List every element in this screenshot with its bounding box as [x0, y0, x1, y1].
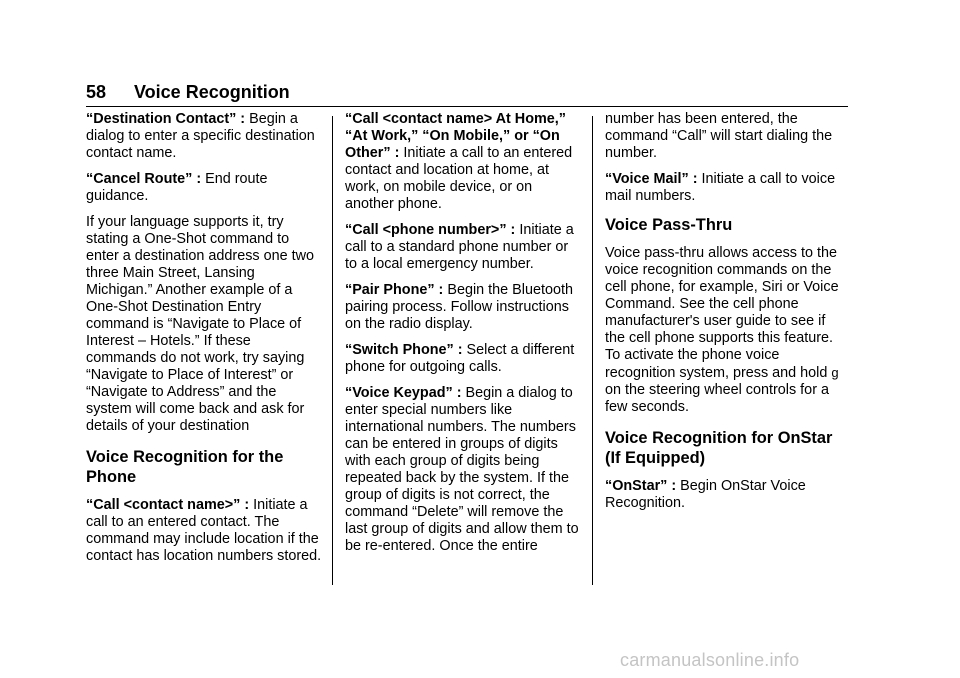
command-cancel-route	[86, 171, 322, 205]
pass-thru-text-end: on the steering wheel controls for a few seconds.	[605, 382, 829, 415]
command-term: “Destination Contact” :	[86, 111, 246, 127]
command-term: “Call <contact name> At Home,” “At Work,” “On Mobile,” or “On Other” :	[345, 111, 566, 161]
page-number: 58	[86, 82, 107, 102]
page-header	[86, 81, 848, 107]
voice-button-icon: g	[831, 365, 839, 380]
column-2	[345, 111, 581, 564]
column-1	[86, 111, 322, 574]
command-pair-phone	[345, 282, 581, 333]
section-title: Voice Recognition	[134, 82, 290, 102]
command-description: Begin OnStar Voice Recognition.	[605, 478, 806, 511]
keypad-continuation: number has been entered, the command “Call” will start dialing the number.	[605, 111, 833, 161]
command-description: Initiate a call to an entered contact and location at home, at work, on mobile device, or on another phone.	[345, 145, 573, 212]
command-description: End route guidance.	[86, 171, 268, 204]
command-description: Select a different phone for outgoing calls.	[345, 342, 575, 375]
command-switch-phone	[345, 342, 581, 376]
pass-thru-text: Voice pass-thru allows access to the voice recognition commands on the cell phone, for example, Siri or Voice Command. See the cell phone manufacturer's user guide to see if the cell phone supports this feature. To activate the phone voice recognition system, press and hold	[605, 245, 839, 381]
command-destination-contact	[86, 111, 322, 162]
column-3	[605, 111, 841, 521]
command-description: Initiate a call to a standard phone number or to a local emergency number.	[345, 222, 574, 272]
heading-phone: Voice Recognition for the Phone	[86, 448, 284, 486]
command-term: “Call <phone number>” :	[345, 222, 516, 238]
column-divider	[332, 116, 333, 585]
command-term: “Call <contact name>” :	[86, 497, 250, 513]
command-voice-mail	[605, 171, 841, 205]
command-description: Begin the Bluetooth pairing process. Follow instructions on the radio display.	[345, 282, 573, 332]
heading-voice-pass-thru: Voice Pass-Thru	[605, 216, 733, 234]
command-call-contact-location	[345, 111, 581, 213]
command-call-number	[345, 222, 581, 273]
command-description: Initiate a call to an entered contact. The command may include location if the contact has location numbers stored.	[86, 497, 322, 564]
pass-thru-paragraph	[605, 245, 841, 416]
command-onstar	[605, 478, 841, 512]
command-description: Begin a dialog to enter a specific destination contact name.	[86, 111, 315, 161]
column-divider	[592, 116, 593, 585]
command-term: “Voice Keypad” :	[345, 385, 462, 401]
command-call-contact	[86, 497, 322, 565]
command-term: “OnStar” :	[605, 478, 677, 494]
command-description: Begin a dialog to enter special numbers like international numbers. The numbers can be entered in groups of digits with each group of digits being repeated back by the system. If the group of digits is not correct, the command “Delete” will remove the last group of digits and allow them to be re-entered. Once the entire	[345, 385, 579, 554]
command-term: “Pair Phone” :	[345, 282, 444, 298]
command-description: Initiate a call to voice mail numbers.	[605, 171, 836, 204]
command-term: “Cancel Route” :	[86, 171, 202, 187]
heading-onstar: Voice Recognition for OnStar (If Equipped)	[605, 429, 833, 467]
command-term: “Voice Mail” :	[605, 171, 698, 187]
one-shot-paragraph: If your language supports it, try stating a One-Shot command to enter a destination address one two three Main Street, Lansing Michigan.” Another example of a One-Shot Destination Entry command is “Navigate to Place of Interest – Hotels.” If these commands do not work, try saying “Navigate to Place of Interest” or “Navigate to Address” and the system will come back and ask for details of your destination	[86, 214, 315, 434]
command-voice-keypad	[345, 385, 581, 555]
command-term: “Switch Phone” :	[345, 342, 463, 358]
watermark: carmanualsonline.info	[620, 650, 800, 670]
